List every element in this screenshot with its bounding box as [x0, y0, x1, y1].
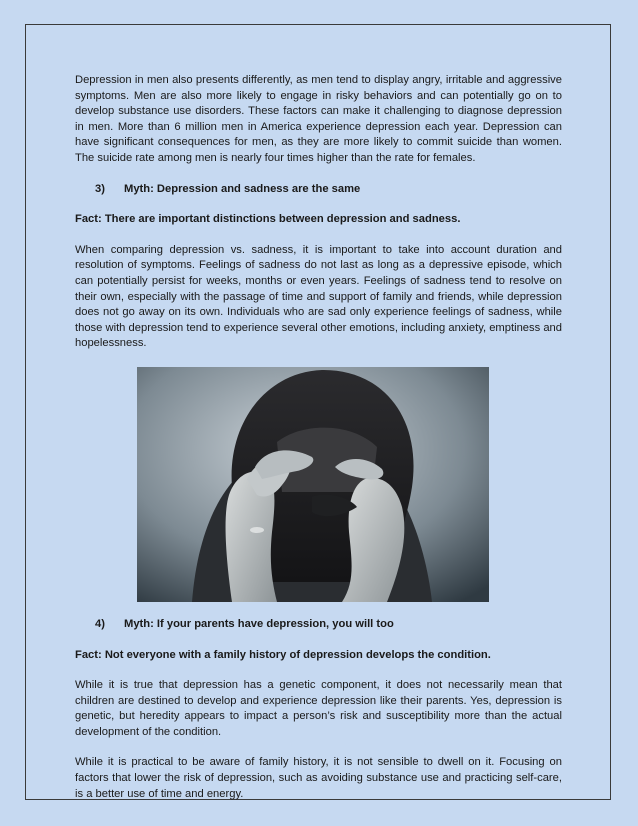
myth-3-number: 3) — [95, 182, 105, 195]
fact-4: Fact: Not everyone with a family history of depression develops the condition. — [75, 648, 491, 661]
paragraph-sadness: When comparing depression vs. sadness, it is important to take into account duration and resolution of symptoms. Feelings of sadness do not last as long as a depressive episode, which can potentially persist for weeks, months or even years. Feelings of sadness tend to resolve on their own, especially with the passage of time and support of family and friends, while depression does not go away on its own. Individuals who are sad only experience feelings of sadness, while those with depression tend to experience several other emotions, including anxiety, emptiness and hopelessness. — [75, 243, 562, 350]
paragraph-family-history: While it is practical to be aware of family history, it is not sensible to dwell on it. Focusing on factors that lower the risk of depression, such as avoiding substance use and practicing self-care, is a better use of time and energy. — [75, 756, 562, 800]
myth-4-number: 4) — [95, 617, 105, 630]
myth-3-heading — [95, 182, 562, 198]
paragraph-men: Depression in men also presents differently, as men tend to display angry, irritable and aggressive symptoms. Men are also more likely to engage in risky behaviors and can potentially go on to develop substance use disorders. These factors can make it challenging to diagnose depression in men. More than 6 million men in America experience depression each year. Depression can have significant consequences for men, as they are more likely to commit suicide than women. The suicide rate among men is nearly four times higher than the rate for females. — [75, 74, 562, 164]
fact-3: Fact: There are important distinctions between depression and sadness. — [75, 213, 461, 226]
myth-3-title: Myth: Depression and sadness are the same — [124, 182, 361, 195]
myth-4-heading — [95, 617, 562, 633]
myth-4-title: Myth: If your parents have depression, you will too — [124, 617, 394, 630]
paragraph-genetic: While it is true that depression has a genetic component, it does not necessarily mean that children are destined to develop and experience depression like their parents. Yes, depression is genetic, but heredity appears to impact a person’s risk and susceptibility more than the actual development of the condition. — [75, 679, 562, 738]
distressed-woman-photo — [137, 367, 489, 602]
document-body — [75, 73, 562, 817]
